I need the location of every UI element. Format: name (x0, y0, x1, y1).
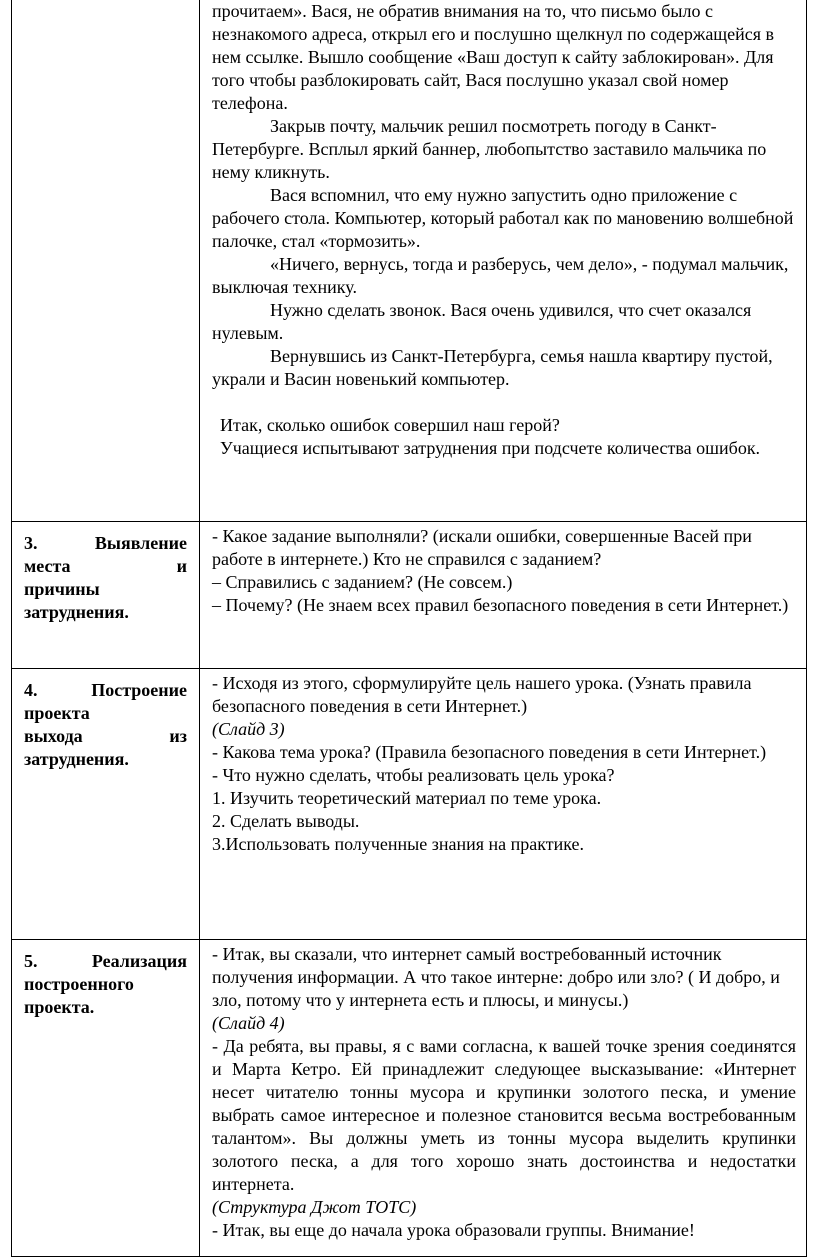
stage-title-line: 5. Реализация (24, 951, 187, 971)
story-paragraph: Вася вспомнил, что ему нужно запустить одно приложение с рабочего стола. Компьютер, который работал как по мановению волшебной палочке, стал «тормозить». (212, 185, 794, 251)
content-cell (200, 522, 807, 669)
dialog-line: - Какова тема урока? (Правила безопасного поведения в сети Интернет.) (212, 742, 767, 762)
stage-title-line: причины затруднения. (24, 579, 129, 622)
slide-note: (Слайд 4) (212, 1013, 285, 1033)
stage-title-line: затруднения. (24, 749, 129, 769)
content-cell (200, 0, 807, 522)
story-paragraph: Нужно сделать звонок. Вася очень удивился, что счет оказался нулевым. (212, 300, 752, 343)
dialog-line: – Справились с заданием? (Не совсем.) (212, 572, 513, 592)
table-row (12, 669, 807, 940)
table-row (12, 940, 807, 1257)
lesson-plan-table (11, 0, 807, 1257)
stage-title-line: 3. Выявление (24, 533, 187, 553)
stage-title-line: места и (24, 556, 187, 576)
list-item: 1. Изучить теоретический материал по теме урока. (212, 788, 602, 808)
dialog-line: - Что нужно сделать, чтобы реализовать цель урока? (212, 765, 615, 785)
list-item: 2. Сделать выводы. (212, 811, 360, 831)
question-text: Итак, сколько ошибок совершил наш герой? (220, 415, 560, 435)
dialog-line: - Итак, вы еще до начала урока образовали группы. Внимание! (212, 1220, 695, 1240)
story-paragraph: Закрыв почту, мальчик решил посмотреть погоду в Санкт-Петербурге. Всплыл яркий баннер, любопытство заставило мальчика по нему кликнуть. (212, 116, 767, 182)
stage-cell (12, 669, 200, 940)
stage-title-line: проекта (24, 703, 90, 723)
stage-cell (12, 940, 200, 1257)
stage-cell (12, 0, 200, 522)
dialog-line: – Почему? (Не знаем всех правил безопасного поведения в сети Интернет.) (212, 595, 789, 615)
spacer (212, 391, 796, 414)
dialog-line: - Да ребята, вы правы, я с вами согласна, к вашей точке зрения соединятся и Марта Кетро. Ей принадлежит следующее высказывание: «Интернет несет читателю тонны мусора и крупинки золотого песка, и умение выбрать самое интересное и полезное становится весьма востребованным талантом». Вы должны уметь из тонны мусора выделить крупинки золотого песка, а для того хорошо знать достоинства и недостатки интернета. (212, 1036, 796, 1194)
slide-note: (Слайд 3) (212, 719, 285, 739)
stage-title-line: построенного проекта. (24, 974, 134, 1017)
table-row (12, 522, 807, 669)
list-item: 3.Использовать полученные знания на практике. (212, 834, 585, 854)
story-paragraph: «Ничего, вернусь, тогда и разберусь, чем дело», - подумал мальчик, выключая технику. (212, 254, 789, 297)
content-cell (200, 669, 807, 940)
content-cell (200, 940, 807, 1257)
note-text: Учащиеся испытывают затруднения при подсчете количества ошибок. (220, 438, 761, 458)
stage-title-line: 4. Построение (24, 680, 187, 700)
table-row (12, 0, 807, 522)
dialog-line: - Какое задание выполняли? (искали ошибки, совершенные Васей при работе в интернете.) Кто не справился с заданием? (212, 526, 752, 569)
stage-title-line: выхода из (24, 726, 187, 746)
story-paragraph: прочитаем». Вася, не обратив внимания на то, что письмо было с незнакомого адреса, открыл его и послушно щелкнул по содержащейся в нем ссылке. Вышло сообщение «Ваш доступ к сайту заблокирован». Для того чтобы разблокировать сайт, Вася послушно указал свой номер телефона. (212, 1, 775, 113)
dialog-line: - Итак, вы сказали, что интернет самый востребованный источник получения информации. А что такое интерне: добро или зло? ( И добро, и зло, потому что у интернета есть и плюсы, и минусы.) (212, 944, 780, 1010)
story-paragraph: Вернувшись из Санкт-Петербурга, семья нашла квартиру пустой, украли и Васин новенький компьютер. (212, 346, 773, 389)
stage-cell (12, 522, 200, 669)
dialog-line: - Исходя из этого, сформулируйте цель нашего урока. (Узнать правила безопасного поведения в сети Интернет.) (212, 673, 752, 716)
structure-note: (Структура Джот ТОТС) (212, 1197, 417, 1217)
